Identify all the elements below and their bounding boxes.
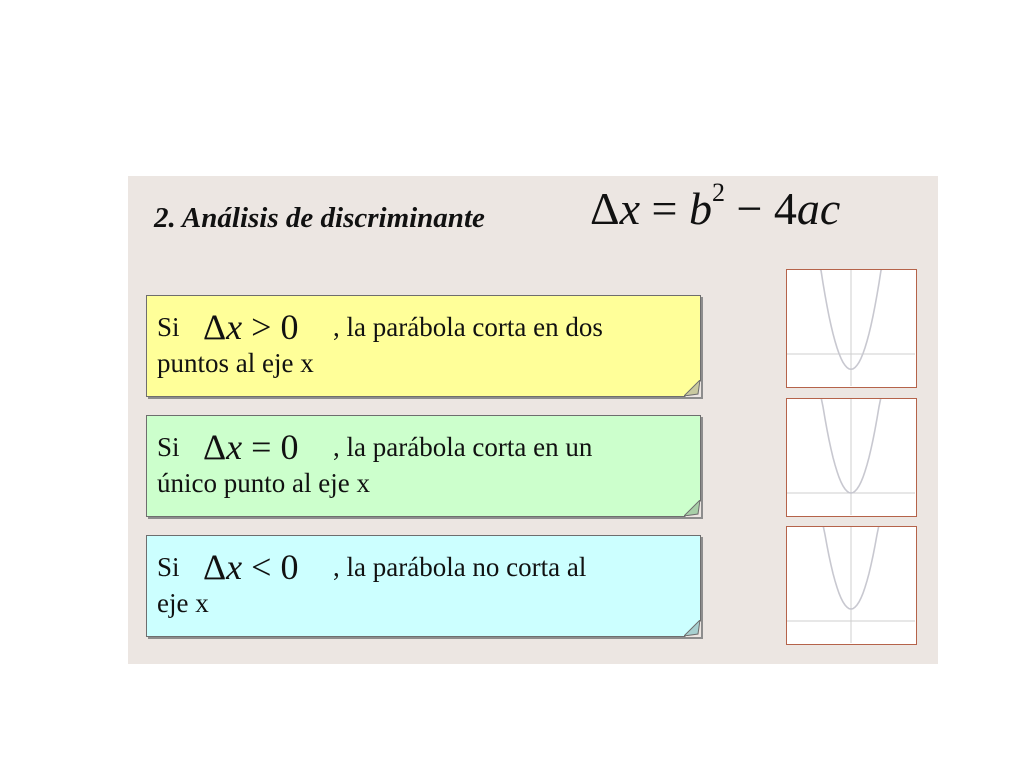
cond-delta: Δ <box>203 427 227 467</box>
graph-no-roots <box>786 526 917 645</box>
cond-var: x <box>226 307 243 347</box>
case-line-2: único punto al eje x <box>157 468 370 498</box>
case-line-2: puntos al eje x <box>157 348 314 378</box>
formula-delta: Δ <box>590 183 620 234</box>
cond-var: x <box>226 427 243 467</box>
case-positive-discriminant <box>146 295 701 397</box>
folded-corner-edge <box>684 620 700 636</box>
parabola-graph <box>787 399 915 515</box>
cond-delta: Δ <box>203 547 227 587</box>
case-line-1 <box>157 306 603 348</box>
cond-relation: < 0 <box>242 547 299 587</box>
formula-var-x: x <box>619 183 641 234</box>
parabola-graph <box>787 270 915 386</box>
case-line-2: eje x <box>157 588 209 618</box>
cond-relation: > 0 <box>242 307 299 347</box>
folded-corner-edge <box>684 500 700 516</box>
case-text: , la parábola no corta al <box>333 552 587 582</box>
case-condition <box>203 546 333 588</box>
formula-exponent: 2 <box>711 178 725 207</box>
cond-delta: Δ <box>203 307 227 347</box>
case-si: Si <box>157 312 180 342</box>
formula-b: b <box>688 183 712 234</box>
cond-relation: = 0 <box>242 427 299 467</box>
folded-corner-edge <box>684 380 700 396</box>
slide <box>128 176 938 664</box>
case-condition <box>203 306 333 348</box>
case-zero-discriminant <box>146 415 701 517</box>
case-line-1 <box>157 426 592 468</box>
graph-one-root <box>786 398 917 517</box>
formula-c: c <box>819 183 841 234</box>
formula-minus-four: − 4 <box>724 183 797 234</box>
cond-var: x <box>226 547 243 587</box>
parabola-graph <box>787 527 915 643</box>
formula-equals: = <box>640 183 689 234</box>
case-si: Si <box>157 432 180 462</box>
case-negative-discriminant <box>146 535 701 637</box>
case-condition <box>203 426 333 468</box>
formula-a: a <box>796 183 820 234</box>
case-si: Si <box>157 552 180 582</box>
case-line-1 <box>157 546 586 588</box>
graph-two-roots <box>786 269 917 388</box>
case-text: , la parábola corta en un <box>333 432 593 462</box>
discriminant-formula <box>590 178 841 234</box>
slide-title: 2. Análisis de discriminante <box>154 202 485 234</box>
case-text: , la parábola corta en dos <box>333 312 603 342</box>
